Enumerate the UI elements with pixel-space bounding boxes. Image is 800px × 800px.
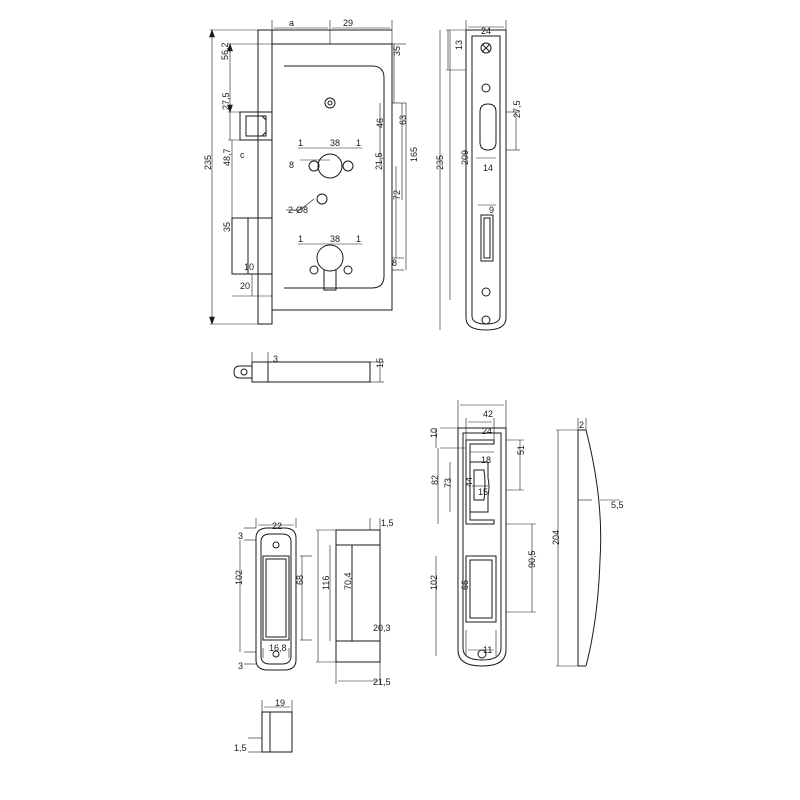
dimension-label-d15a: 15 (375, 357, 385, 368)
dimension-label-d2o8: 2-Ø8 (288, 205, 309, 215)
dimension-label-d9: 9 (489, 205, 495, 215)
dimension-label-d8a: 8 (289, 160, 295, 170)
dimension-label-d215b: 21,5 (373, 677, 391, 687)
dimension-label-d15c: 1,5 (381, 518, 394, 528)
dimension-label-d562: 56,2 (220, 42, 230, 60)
dimension-label-d487: 48,7 (222, 148, 232, 166)
dimension-label-d8b: 8 (392, 258, 398, 268)
dimension-label-d51: 51 (516, 444, 526, 455)
dimension-label-d22: 22 (272, 521, 283, 531)
dimension-label-d72: 72 (392, 189, 402, 200)
dimension-label-d42: 42 (483, 409, 494, 419)
dimension-label-d1c: 1 (298, 234, 304, 244)
dimension-label-d203: 20,3 (373, 623, 391, 633)
dimension-label-dc: c (240, 150, 245, 160)
dimension-label-d19: 19 (275, 698, 286, 708)
dimension-label-d35b: 35 (222, 221, 232, 232)
dimension-label-d204: 204 (551, 529, 561, 545)
dimension-label-d235a: 235 (203, 154, 213, 170)
dimension-label-d116: 116 (321, 575, 331, 590)
dimension-label-d73: 73 (443, 477, 453, 488)
dimension-label-d3c: 3 (238, 661, 244, 671)
dimension-label-d1a: 1 (298, 138, 304, 148)
dimension-label-d3a: 3 (273, 354, 279, 364)
dimension-label-d209: 209 (460, 149, 470, 165)
dimension-label-d905: 90,5 (527, 550, 537, 568)
dimension-label-d168: 16,8 (269, 643, 287, 653)
dimension-label-d14: 14 (483, 163, 494, 173)
dimension-label-d46: 46 (375, 117, 385, 128)
dimension-label-d24a: 24 (481, 26, 492, 36)
dimension-label-d24b: 24 (482, 426, 493, 436)
dimension-label-d275b: 27,5 (512, 100, 522, 118)
dimension-label-d215: 21,5 (374, 152, 384, 170)
dimension-label-d2: 2 (579, 420, 585, 430)
dimension-label-d102b: 102 (429, 574, 439, 590)
dimension-label-d66: 66 (460, 579, 470, 590)
dimension-label-d44: 44 (464, 476, 474, 487)
dimension-label-d1b: 1 (356, 138, 362, 148)
dimension-label-a: a (289, 18, 295, 28)
dimension-label-d20: 20 (240, 281, 251, 291)
dimension-label-d15b: 1,5 (234, 743, 247, 753)
dimension-label-d275a: 27,5 (221, 92, 231, 110)
dimension-label-d235b: 235 (435, 154, 445, 170)
dimension-label-d704: 70,4 (343, 572, 353, 590)
dimension-label-d10b: 10 (429, 427, 439, 438)
dimension-label-d11: 11 (483, 645, 493, 655)
dimension-label-d102a: 102 (234, 569, 244, 585)
dimension-label-d55: 5,5 (611, 500, 624, 510)
dimension-label-d15d: 15 (478, 487, 489, 497)
dimension-label-d38b: 38 (330, 234, 341, 244)
dimension-label-d35a: 35 (392, 45, 402, 56)
dimension-label-d29: 29 (343, 18, 354, 28)
dimension-label-d82: 82 (430, 474, 440, 485)
dimension-label-d1d: 1 (356, 234, 362, 244)
dimension-label-d10: 10 (244, 262, 255, 272)
dimension-label-d3b: 3 (238, 531, 244, 541)
dimension-label-d63: 63 (398, 114, 408, 125)
dimension-label-d18: 18 (481, 455, 492, 465)
dimension-label-d13: 13 (454, 39, 464, 50)
dimension-label-d38a: 38 (330, 138, 341, 148)
dimension-label-d165: 165 (409, 146, 419, 162)
dimension-label-d68: 68 (295, 574, 305, 585)
